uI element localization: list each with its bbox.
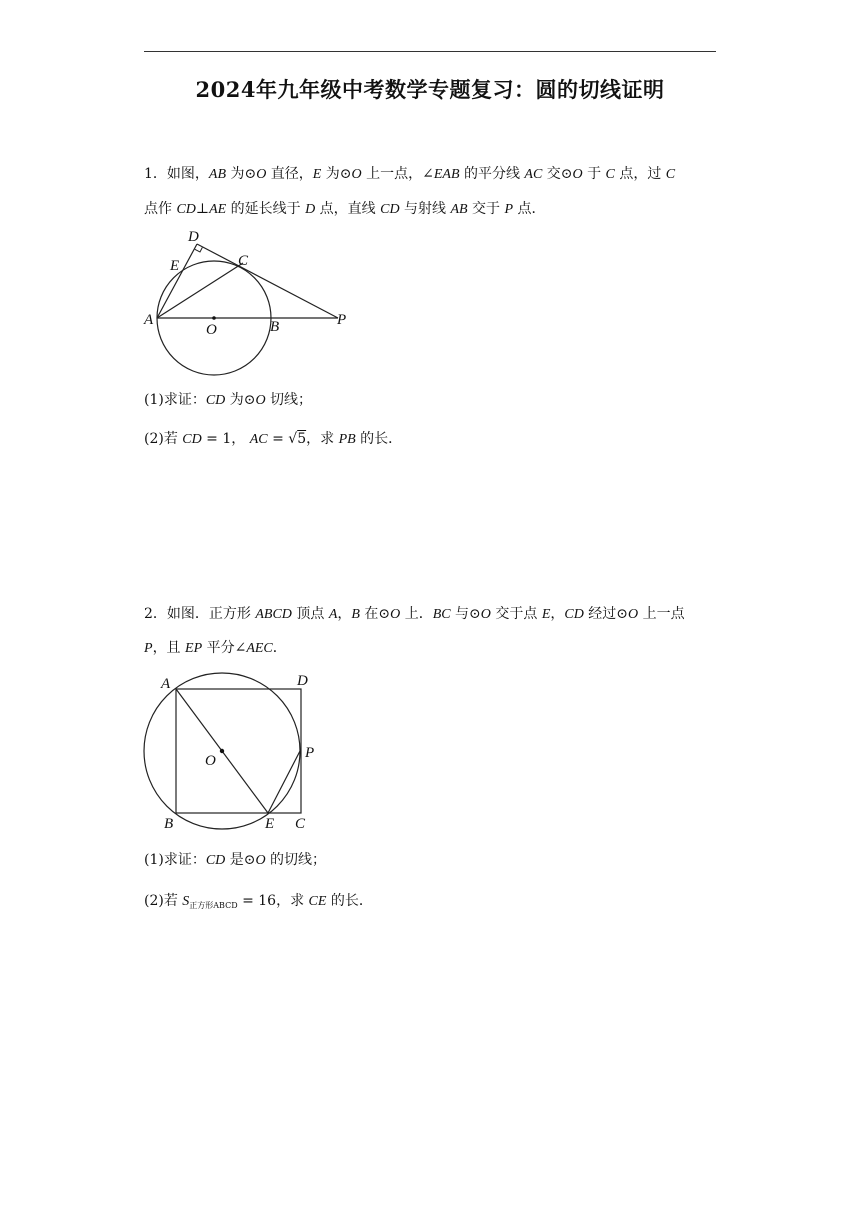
- header-rule: [144, 51, 716, 52]
- q2-label-e: E: [265, 816, 275, 832]
- q1-label-e: E: [170, 258, 180, 274]
- q1-part1: (1)求证：CD 为⊙O 切线；: [144, 392, 313, 408]
- q1-stem-line1: 1．如图，AB 为⊙O 直径，E 为⊙O 上一点，∠EAB 的平分线 AC 交⊙O 于 C 点，过 C: [144, 166, 676, 182]
- q1-label-b: B: [270, 319, 280, 335]
- q2-label-d: D: [297, 673, 308, 689]
- q2-label-b: B: [164, 816, 174, 832]
- q2-figure: [140, 668, 330, 836]
- q2-line-ep: [268, 751, 300, 813]
- q2-part1: (1)求证：CD 是⊙O 的切线；: [144, 852, 327, 868]
- q2-center-dot: [220, 749, 224, 753]
- q2-label-p: P: [305, 745, 315, 761]
- q1-label-d: D: [188, 229, 199, 245]
- q2-label-c: C: [295, 816, 306, 832]
- q1-label-a: A: [144, 312, 154, 328]
- q1-line-dp: [197, 244, 338, 318]
- q1-figure: [140, 226, 370, 376]
- q1-stem-line2: 点作 CD⊥AE 的延长线于 D 点，直线 CD 与射线 AB 交于 P 点．: [144, 201, 546, 217]
- q1-line-ad: [157, 244, 197, 318]
- q1-label-o: O: [206, 322, 217, 338]
- q1-right-angle-mark: [195, 248, 203, 253]
- q2-label-o: O: [205, 753, 216, 769]
- q1-label-p: P: [337, 312, 347, 328]
- q2-label-a: A: [161, 676, 171, 692]
- q1-label-c: C: [238, 253, 249, 269]
- page-title: 2024年九年级中考数学专题复习：圆的切线证明: [195, 77, 665, 102]
- q2-part2: (2)若 $S_{正方形ABCD} = 16$，求 CE 的长．: [144, 893, 373, 910]
- q1-center-dot: [212, 316, 216, 320]
- q2-square: [176, 689, 301, 813]
- q1-part2: (2)若 CD = 1， AC = √5，求 PB 的长．: [144, 431, 403, 447]
- q2-stem-line2: P，且 EP 平分∠AEC．: [144, 640, 287, 656]
- q2-stem-line1: 2．如图．正方形 ABCD 顶点 A，B 在⊙O 上．BC 与⊙O 交于点 E，CD 经过⊙O 上一点: [144, 606, 685, 622]
